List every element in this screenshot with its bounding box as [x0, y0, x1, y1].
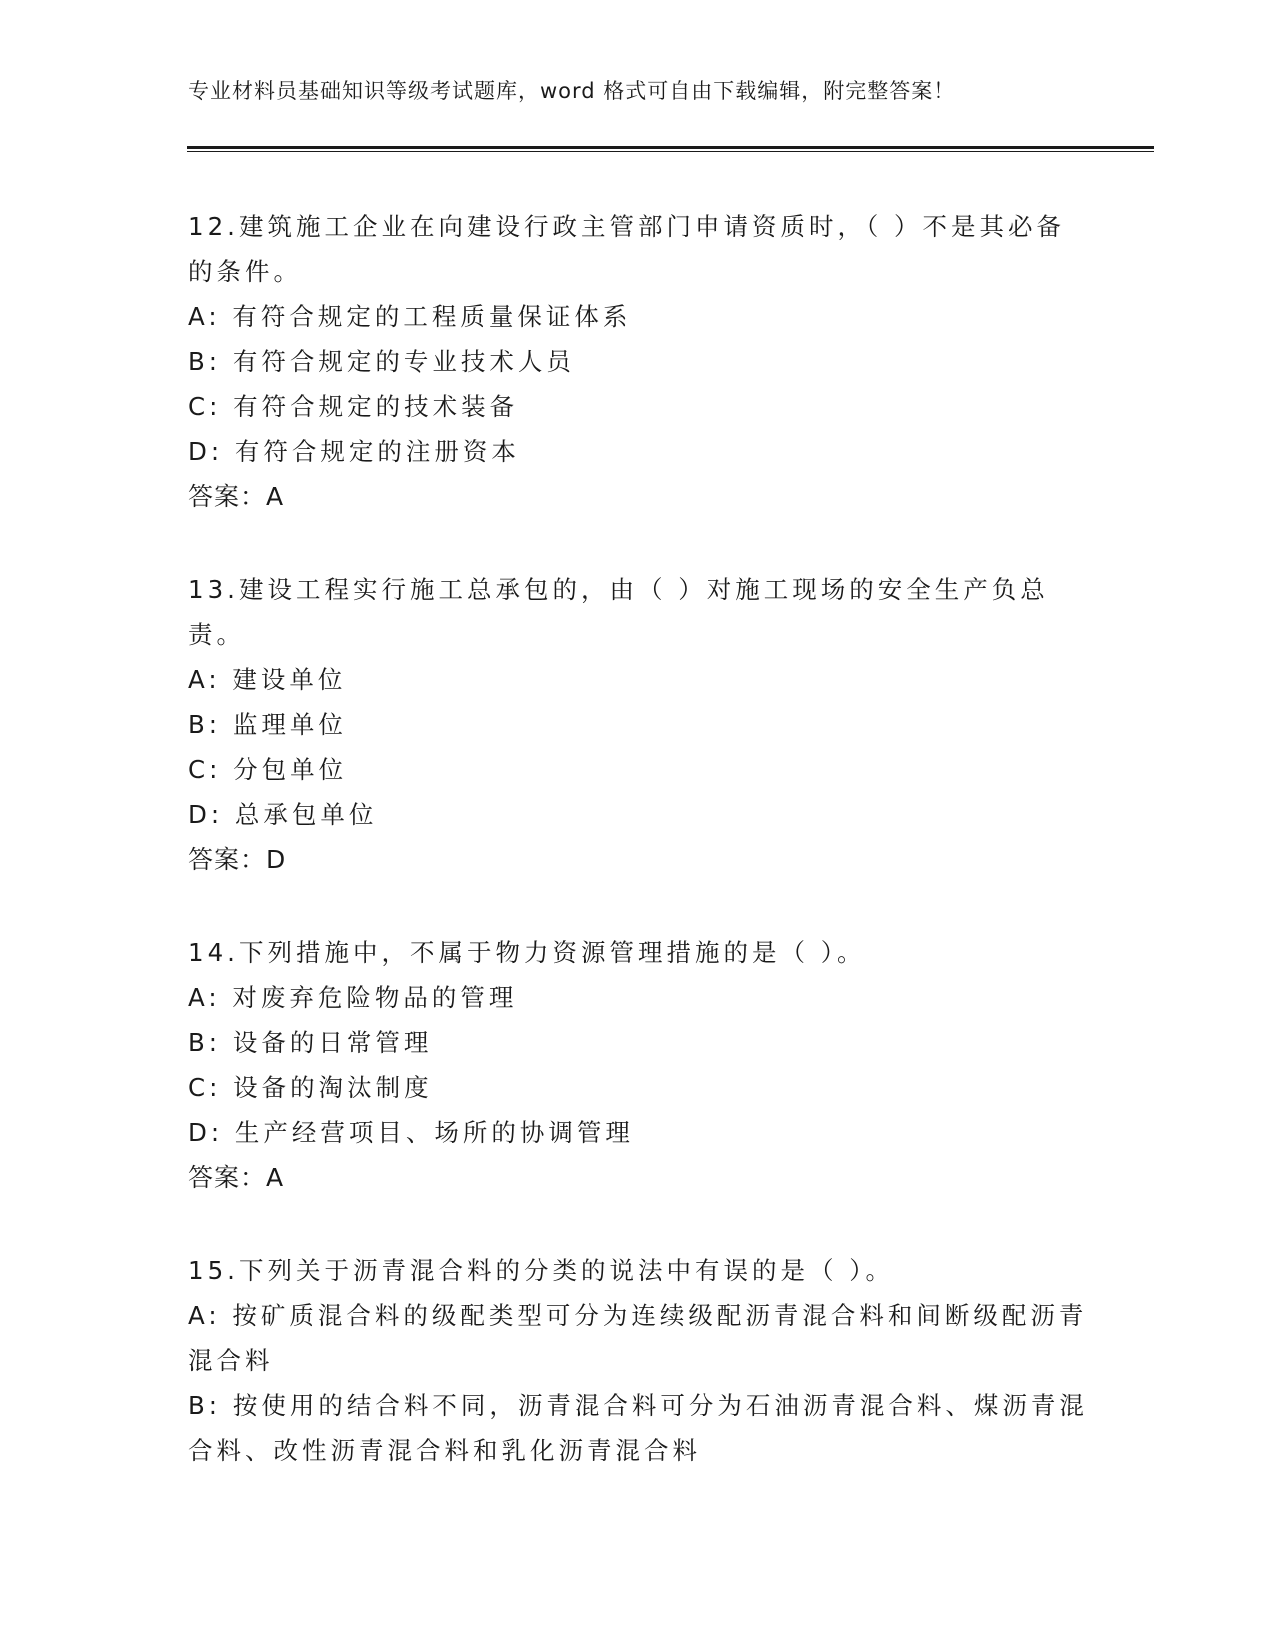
option-c: C: 分包单位 — [188, 755, 348, 784]
question-13 — [188, 567, 1088, 882]
option-a: A: 按矿质混合料的级配类型可分为连续级配沥青混合料和间断级配沥青混合料 — [188, 1301, 1088, 1375]
option-b: B: 设备的日常管理 — [188, 1028, 433, 1057]
option-d: D: 总承包单位 — [188, 800, 378, 829]
question-15 — [188, 1248, 1088, 1473]
option-b: B: 监理单位 — [188, 710, 347, 739]
question-list — [188, 204, 1088, 1521]
question-text: 15.下列关于沥青混合料的分类的说法中有误的是（ ）。 — [188, 1256, 894, 1285]
question-text: 13.建设工程实行施工总承包的，由（ ）对施工现场的安全生产负总责。 — [188, 575, 1049, 649]
option-b: B: 有符合规定的专业技术人员 — [188, 347, 575, 376]
answer: 答案：D — [188, 845, 287, 874]
option-a: A: 对废弃危险物品的管理 — [188, 983, 518, 1012]
option-a: A: 建设单位 — [188, 665, 347, 694]
option-c: C: 设备的淘汰制度 — [188, 1073, 433, 1102]
question-14 — [188, 930, 1088, 1200]
answer: 答案：A — [188, 482, 285, 511]
option-a: A: 有符合规定的工程质量保证体系 — [188, 302, 632, 331]
option-d: D: 有符合规定的注册资本 — [188, 437, 520, 466]
option-d: D: 生产经营项目、场所的协调管理 — [188, 1118, 634, 1147]
question-text: 14.下列措施中，不属于物力资源管理措施的是（ ）。 — [188, 938, 866, 967]
option-c: C: 有符合规定的技术装备 — [188, 392, 519, 421]
header-divider — [187, 146, 1154, 152]
question-12 — [188, 204, 1088, 519]
page-header: 专业材料员基础知识等级考试题库，word 格式可自由下载编辑，附完整答案！ — [188, 79, 956, 103]
question-text: 12.建筑施工企业在向建设行政主管部门申请资质时，（ ）不是其必备的条件。 — [188, 212, 1065, 286]
answer: 答案：A — [188, 1163, 285, 1192]
option-b: B: 按使用的结合料不同，沥青混合料可分为石油沥青混合料、煤沥青混合料、改性沥青混合料和乳化沥青混合料 — [188, 1391, 1088, 1465]
